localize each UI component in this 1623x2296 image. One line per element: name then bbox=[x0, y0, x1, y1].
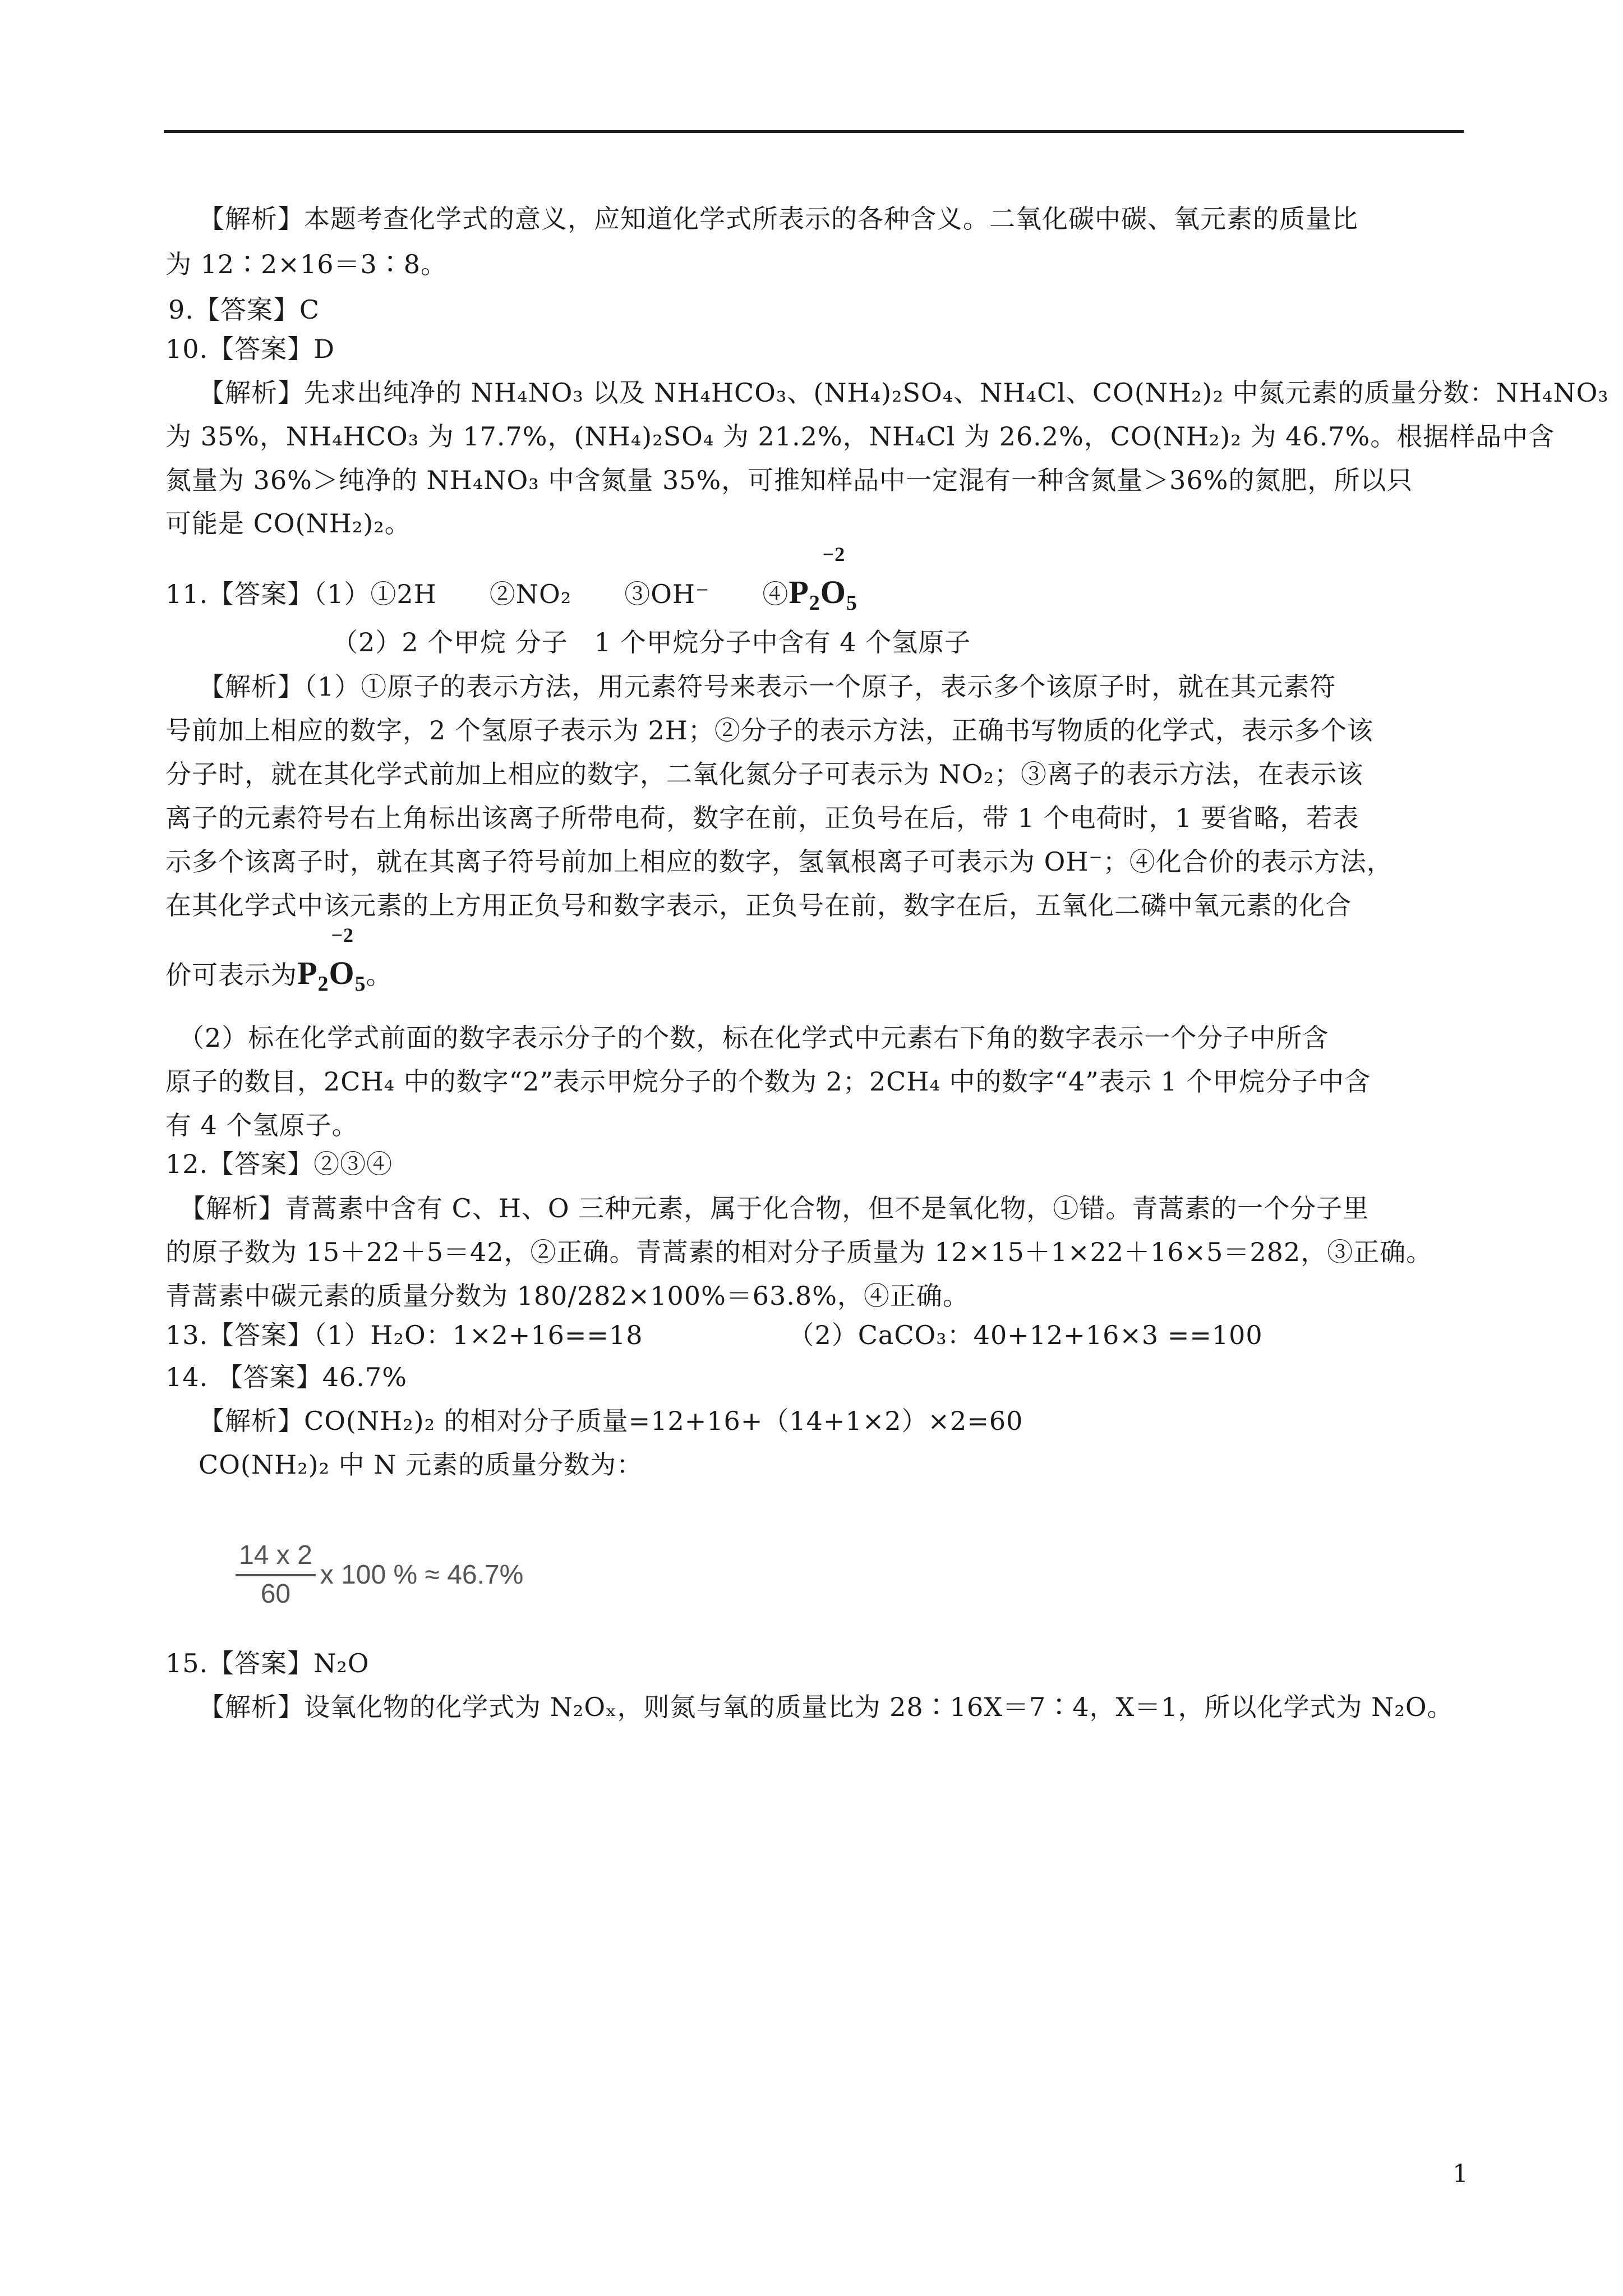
valence-label: −2 bbox=[822, 543, 846, 565]
analysis-10-line-4: 可能是 CO(NH₂)₂。 bbox=[165, 508, 411, 539]
answer-11-text: 11.【答案】（1）①2H ②NO₂ ③OH⁻ ④ bbox=[165, 579, 789, 609]
answer-15: 15.【答案】N₂O bbox=[165, 1648, 370, 1678]
answer-9: 9.【答案】C bbox=[168, 295, 320, 325]
header-rule bbox=[164, 130, 1464, 133]
analysis-11-line-4: 离子的元素符号右上角标出该离子所带电荷，数字在前，正负号在后，带 1 个电荷时，1 要省略，若表 bbox=[165, 803, 1359, 833]
analysis-10-line-2: 为 35%，NH₄HCO₃ 为 17.7%，(NH₄)₂SO₄ 为 21.2%，NH₄Cl 为 26.2%，CO(NH₂)₂ 为 46.7%。根据样品中含 bbox=[165, 421, 1555, 452]
analysis-11-line-7: 价可表示为$P_2$ −2 $O_5$。 bbox=[165, 956, 393, 1001]
analysis-11-line-1: 【解析】（1）①原子的表示方法，用元素符号来表示一个原子，表示多个该原子时，就在其元素符 bbox=[199, 671, 1336, 702]
answer-12: 12.【答案】②③④ bbox=[165, 1149, 393, 1179]
p2o5-formula-inline: $P_2$ −2 $O_5$ bbox=[297, 924, 366, 996]
analysis-11-line-6: 在其化学式中该元素的上方用正负号和数字表示，正负号在前，数字在后，五氧化二磷中氧元素的化合 bbox=[165, 890, 1352, 921]
analysis-12-line-3: 青蒿素中碳元素的质量分数为 180/282×100%＝63.8%，④正确。 bbox=[165, 1281, 969, 1311]
analysis-15-line-1: 【解析】设氧化物的化学式为 N₂Oₓ，则氮与氧的质量比为 28∶16X＝7∶4，X＝1，所以化学式为 N₂O。 bbox=[199, 1692, 1454, 1722]
answer-14: 14. 【答案】46.7% bbox=[165, 1362, 407, 1392]
page-number: 1 bbox=[1453, 2160, 1468, 2188]
p2o5-formula: $P_2$ −2 $O_5$ bbox=[789, 543, 857, 615]
analysis-11-part2-line-2: 原子的数目，2CH₄ 中的数字“2”表示甲烷分子的个数为 2；2CH₄ 中的数字“4”表示 1 个甲烷分子中含 bbox=[165, 1066, 1371, 1097]
answer-11-line-1 bbox=[165, 543, 857, 620]
analysis-8-line-1: 【解析】本题考查化学式的意义，应知道化学式所表示的各种含义。二氧化碳中碳、氧元素的质量比 bbox=[199, 204, 1358, 234]
answer-13: 13.【答案】（1）H₂O：1×2+16==18 （2）CaCO₃：40+12+16×3 ==100 bbox=[165, 1320, 1263, 1350]
answer-11-line-2: （2）2 个甲烷 分子 1 个甲烷分子中含有 4 个氢原子 bbox=[332, 627, 971, 657]
analysis-11-line-5: 示多个该离子时，就在其离子符号前加上相应的数字，氢氧根离子可表示为 OH⁻；④化合价的表示方法， bbox=[165, 846, 1393, 877]
analysis-10-line-1: 【解析】先求出纯净的 NH₄NO₃ 以及 NH₄HCO₃、(NH₄)₂SO₄、NH₄Cl、CO(NH₂)₂ 中氮元素的质量分数：NH₄NO₃ bbox=[199, 378, 1609, 408]
fraction-denominator: 60 bbox=[260, 1579, 291, 1609]
answer-10: 10.【答案】D bbox=[165, 334, 335, 364]
analysis-11-line-2: 号前加上相应的数字，2 个氢原子表示为 2H；②分子的表示方法，正确书写物质的化学式，表示多个该 bbox=[165, 715, 1373, 746]
analysis-11-part2-line-1: （2）标在化学式前面的数字表示分子的个数，标在化学式中元素右下角的数字表示一个分子中所含 bbox=[178, 1023, 1329, 1053]
analysis-11-part2-line-3: 有 4 个氢原子。 bbox=[165, 1110, 358, 1140]
fraction-result: x 100 % ≈ 46.7% bbox=[320, 1559, 524, 1590]
fraction-numerator: 14 x 2 bbox=[236, 1540, 316, 1576]
analysis-11-line-3: 分子时，就在其化学式前加上相应的数字，二氧化氮分子可表示为 NO₂；③离子的表示方法，在表示该 bbox=[165, 759, 1364, 789]
valence-label-inline: −2 bbox=[331, 924, 354, 946]
mass-fraction-formula bbox=[236, 1540, 523, 1609]
fraction bbox=[236, 1540, 316, 1609]
analysis-10-line-3: 氮量为 36%＞纯净的 NH₄NO₃ 中含氮量 35%，可推知样品中一定混有一种含氮量＞36%的氮肥，所以只 bbox=[165, 465, 1413, 495]
analysis-12-line-2: 的原子数为 15＋22＋5＝42，②正确。青蒿素的相对分子质量为 12×15＋1×22＋16×5＝282，③正确。 bbox=[165, 1237, 1433, 1267]
analysis-14-line-1: 【解析】CO(NH₂)₂ 的相对分子质量=12+16+（14+1×2）×2=60 bbox=[199, 1406, 1023, 1436]
analysis-14-line-2: CO(NH₂)₂ 中 N 元素的质量分数为： bbox=[199, 1450, 643, 1480]
analysis-8-line-2: 为 12∶2×16＝3∶8。 bbox=[165, 249, 448, 279]
analysis-12-line-1: 【解析】青蒿素中含有 C、H、O 三种元素，属于化合物，但不是氧化物，①错。青蒿素的一个分子里 bbox=[179, 1193, 1370, 1223]
